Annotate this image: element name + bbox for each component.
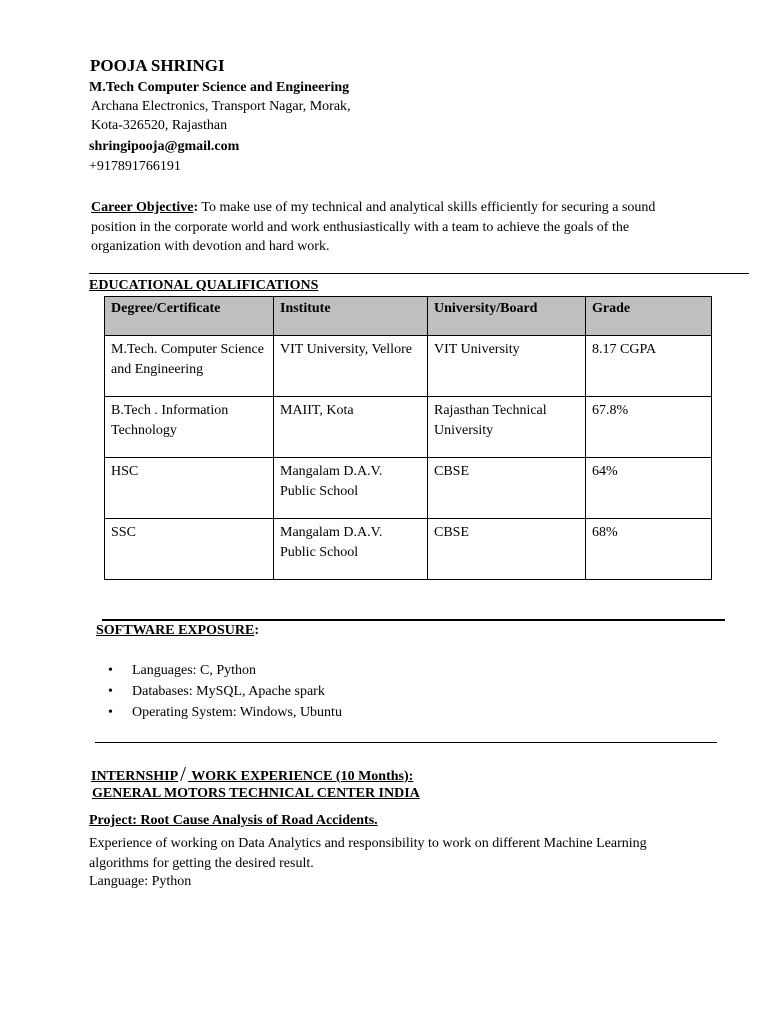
career-objective [91,198,691,257]
table-cell-degree: B.Tech . Information Technology [105,397,274,458]
list-item: • Languages: C, Python [108,660,342,681]
table-cell-degree: HSC [105,458,274,519]
project-description: Experience of working on Data Analytics and responsibility to work on different Machine Learning algorithms for getting the desired result. [89,836,647,871]
table-row [105,336,712,397]
column-header-grade: Grade [586,297,712,336]
column-header-degree: Degree/Certificate [105,297,274,336]
phone-number: +917891766191 [89,159,181,174]
table-cell-university: VIT University [428,336,586,397]
experience-heading-a: INTERNSHIP [91,769,179,784]
list-item: • Databases: MySQL, Apache spark [108,681,342,702]
email-address: shringipooja@gmail.com [89,139,240,154]
list-item: • Operating System: Windows, Ubuntu [108,702,342,723]
address-line-1: Archana Electronics, Transport Nagar, Morak, [91,99,351,114]
table-cell-grade: 68% [586,519,712,580]
table-cell-institute: MAIIT, Kota [274,397,428,458]
table-cell-grade: 67.8% [586,397,712,458]
degree-title: M.Tech Computer Science and Engineering [89,80,350,95]
table-cell-degree: M.Tech. Computer Science and Engineering [105,336,274,397]
software-list [108,660,342,723]
table-cell-grade: 64% [586,458,712,519]
table-cell-university: Rajasthan Technical University [428,397,586,458]
table-row [105,519,712,580]
table-cell-university: CBSE [428,519,586,580]
address-line-2: Kota-326520, Rajasthan [91,118,228,133]
table-row [105,458,712,519]
experience-heading-slash: / [180,762,186,786]
experience-heading [91,762,413,787]
career-objective-text: To make use of my technical and analytical skills efficiently for securing a sound position in the corporate world and work enthusiastically with a team to achieve the goals of the organization with devotion and hard work. [91,200,656,254]
software-heading [96,623,259,639]
table-cell-university: CBSE [428,458,586,519]
experience-heading-b: WORK EXPERIENCE (10 Months): [187,769,414,784]
career-objective-colon: : [193,200,199,215]
table-cell-institute: Mangalam D.A.V. Public School [274,458,428,519]
column-header-institute: Institute [274,297,428,336]
table-cell-degree: SSC [105,519,274,580]
project-title: Project: Root Cause Analysis of Road Accidents. [89,813,378,828]
divider-education [89,273,749,274]
education-table [104,296,712,580]
career-objective-label: Career Objective [91,200,194,215]
table-cell-institute: Mangalam D.A.V. Public School [274,519,428,580]
table-cell-grade: 8.17 CGPA [586,336,712,397]
table-header-row [105,297,712,336]
column-header-university: University/Board [428,297,586,336]
divider-experience [95,742,717,743]
software-heading-colon: : [254,623,259,638]
education-heading: EDUCATIONAL QUALIFICATIONS [89,278,319,293]
candidate-name: POOJA SHRINGI [90,56,225,75]
table-row [105,397,712,458]
table-cell-institute: VIT University, Vellore [274,336,428,397]
divider-software [102,619,725,621]
software-heading-label: SOFTWARE EXPOSURE [96,623,255,638]
company-name: GENERAL MOTORS TECHNICAL CENTER INDIA [92,786,420,801]
project-language: Language: Python [89,874,192,889]
